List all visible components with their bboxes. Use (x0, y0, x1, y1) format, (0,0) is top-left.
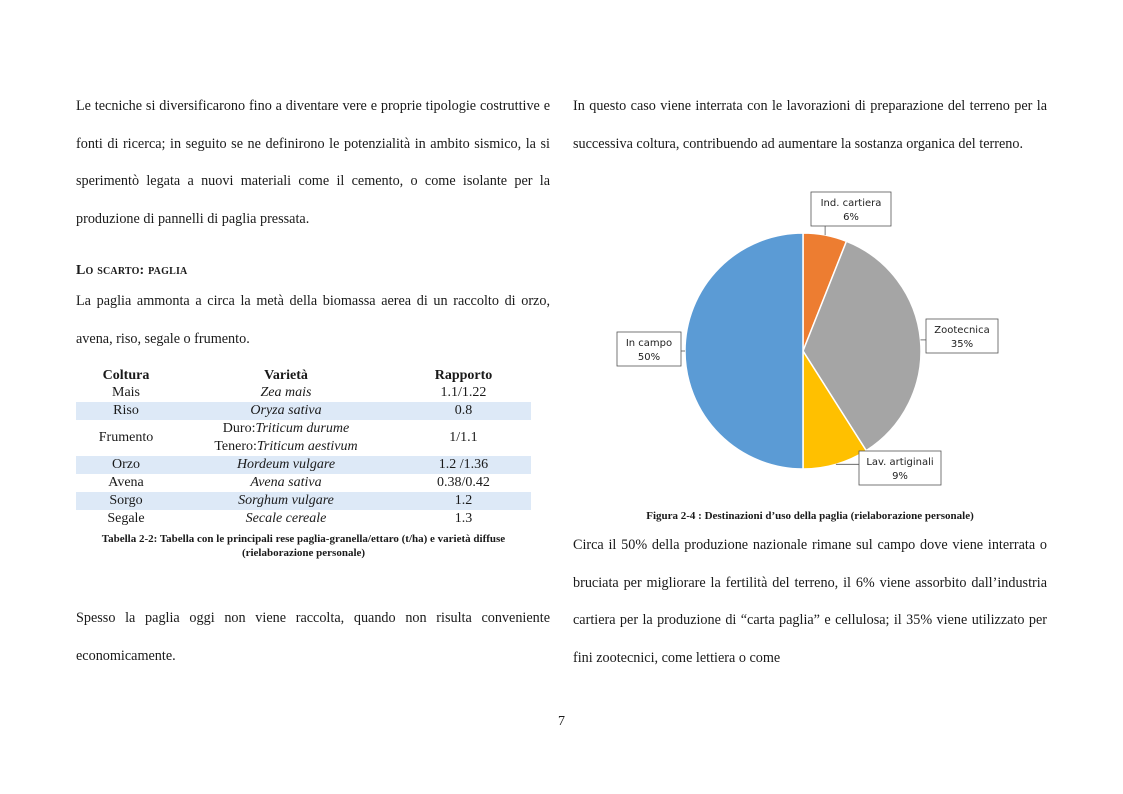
slice-label: Ind. cartiera (820, 198, 882, 209)
slice-value-label: 35% (950, 339, 974, 350)
variety-cell (176, 420, 396, 456)
table-row (76, 402, 531, 420)
crop-cell: Riso (76, 402, 176, 420)
table-row (76, 456, 531, 474)
slice-value-label: 9% (892, 471, 908, 482)
pie-chart-svg (573, 169, 1047, 509)
table-header-row (76, 367, 531, 384)
table-row (76, 420, 531, 456)
body-paragraph: La paglia ammonta a circa la metà della biomassa aerea di un raccolto di orzo, avena, riso, segale o frumento. (76, 293, 550, 347)
variety-name: Triticum durume (255, 421, 350, 436)
body-paragraph: Circa il 50% della produzione nazionale rimane sul campo dove viene interrata o bruciata per migliorare la fertilità del terreno, il 6% viene assorbito dall’industria cartiera per la produzione di “carta paglia” e cellulosa; il 35% viene utilizzato per fini zootecnici, come lettiera o come (573, 537, 1047, 666)
table-row (76, 492, 531, 510)
slice-label: Zootecnica (934, 325, 990, 336)
body-paragraph: Spesso la paglia oggi non viene raccolta, quando non risulta conveniente economicamente. (76, 610, 550, 664)
pie-slice (685, 233, 803, 469)
body-paragraph: In questo caso viene interrata con le lavorazioni di preparazione del terreno per la successiva coltura, contribuendo ad aumentare la sostanza organica del terreno. (573, 98, 1047, 152)
ratio-cell: 1/1.1 (449, 430, 478, 445)
variety-cell: Zea mais (260, 385, 312, 400)
variety-cell: Avena sativa (250, 475, 322, 490)
page-number: 7 (558, 714, 565, 729)
right-column (573, 88, 1047, 677)
column-header: Rapporto (434, 368, 493, 383)
crop-cell: Segale (107, 511, 145, 526)
slice-label: In campo (625, 338, 673, 349)
variety-prefix: Tenero: (214, 439, 257, 454)
yield-table (76, 367, 531, 528)
pie-chart (573, 169, 1047, 509)
ratio-cell: 1.1/1.22 (440, 385, 487, 400)
table-row (76, 510, 531, 528)
figure-caption: Figura 2-4 : Destinazioni d’uso della paglia (rielaborazione personale) (646, 510, 974, 522)
crop-cell: Sorgo (76, 492, 176, 510)
variety-cell: Sorghum vulgare (176, 492, 396, 510)
variety-cell: Oryza sativa (176, 402, 396, 420)
ratio-cell: 1.2 (396, 492, 531, 510)
ratio-cell: 1.2 /1.36 (396, 456, 531, 474)
variety-name: Triticum aestivum (256, 439, 358, 454)
table-row (76, 474, 531, 492)
slice-value-label: 50% (637, 352, 661, 363)
table-row (76, 384, 531, 402)
section-heading: Lo scarto: paglia (76, 263, 188, 278)
crop-cell: Frumento (98, 430, 154, 445)
slice-value-label: 6% (843, 212, 859, 223)
body-paragraph: Le tecniche si diversificarono fino a diventare vere e proprie tipologie costruttive e fonti di ricerca; in seguito se ne definirono le potenzialità in ambito sismico, la si sperimentò legata a nuovi materiali come il cemento, o come isolante per la produzione di pannelli di paglia pressata. (76, 98, 550, 227)
column-header: Coltura (102, 368, 150, 383)
crop-cell: Mais (112, 385, 140, 400)
left-column (76, 88, 550, 675)
ratio-cell: 1.3 (454, 511, 473, 526)
column-header: Varietà (264, 368, 308, 383)
variety-cell: Secale cereale (245, 511, 327, 526)
variety-cell: Hordeum vulgare (176, 456, 396, 474)
crop-cell: Avena (108, 475, 144, 490)
crop-cell: Orzo (76, 456, 176, 474)
ratio-cell: 0.8 (396, 402, 531, 420)
slice-label: Lav. artiginali (866, 457, 934, 468)
ratio-cell: 0.38/0.42 (437, 475, 490, 490)
table-caption: Tabella 2-2: Tabella con le principali rese paglia-granella/ettaro (t/ha) e varietà diffuse (rielaborazione personale) (101, 533, 506, 559)
variety-prefix: Duro: (222, 421, 256, 436)
